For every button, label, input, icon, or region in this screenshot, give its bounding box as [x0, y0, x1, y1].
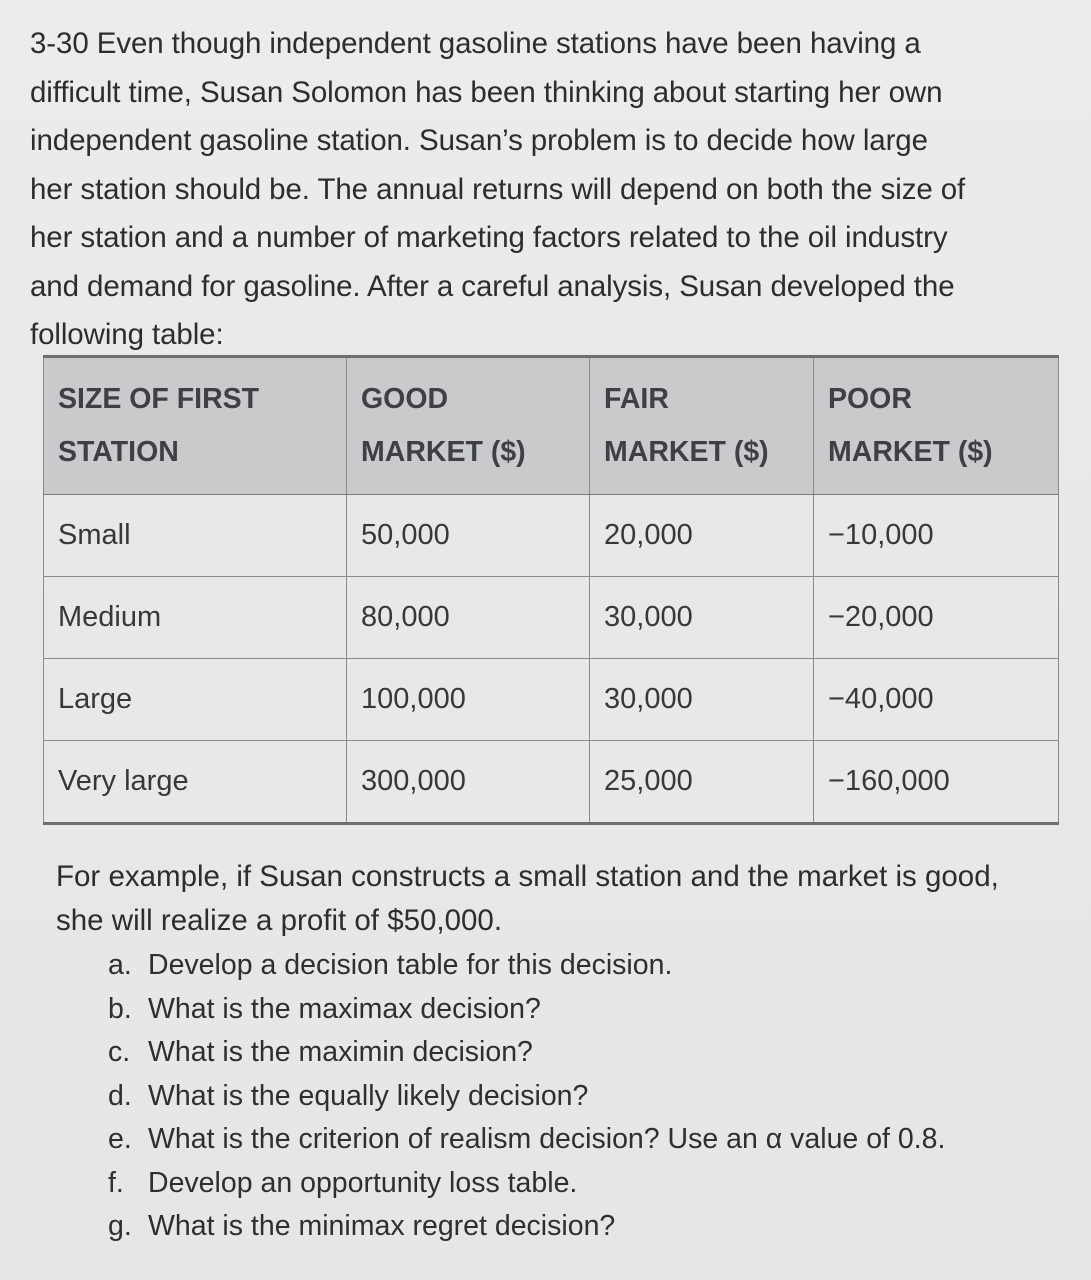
- fair-market-cell: 30,000: [590, 659, 814, 741]
- intro-line: following table:: [30, 318, 224, 351]
- poor-market-cell: −10,000: [814, 495, 1059, 577]
- question-letter: d.: [108, 1079, 132, 1112]
- question-item: [108, 1031, 1068, 1075]
- intro-line: her station should be. The annual returns will depend on both the size of: [30, 172, 966, 206]
- question-text: What is the maximax decision?: [148, 992, 541, 1025]
- question-text: What is the criterion of realism decision? Use an α value of 0.8.: [148, 1123, 946, 1155]
- question-text: What is the equally likely decision?: [148, 1079, 589, 1112]
- poor-market-cell: −40,000: [814, 659, 1059, 741]
- station-size-cell: Medium: [44, 577, 347, 659]
- intro-line: her station and a number of marketing factors related to the oil industry: [30, 221, 948, 254]
- intro-line: and demand for gasoline. After a careful analysis, Susan developed the: [30, 269, 955, 303]
- problem-intro: [30, 20, 1070, 360]
- good-market-cell: 100,000: [347, 659, 590, 741]
- question-text: Develop a decision table for this decision.: [148, 949, 673, 981]
- station-size-cell: Small: [44, 495, 347, 577]
- header-line: MARKET ($): [361, 436, 526, 468]
- header-poor-market: [814, 357, 1059, 495]
- header-line: MARKET ($): [828, 436, 993, 468]
- fair-market-cell: 20,000: [590, 495, 814, 577]
- header-size-of-first-station: [44, 357, 347, 495]
- example-line: For example, if Susan constructs a small station and the market is good,: [56, 860, 999, 893]
- table-row: [44, 495, 1059, 577]
- good-market-cell: 50,000: [347, 495, 590, 577]
- fair-market-cell: 25,000: [590, 741, 814, 824]
- header-fair-market: [590, 357, 814, 495]
- good-market-cell: 80,000: [347, 577, 590, 659]
- poor-market-cell: −20,000: [814, 577, 1059, 659]
- question-letter: g.: [108, 1210, 132, 1242]
- question-item: [108, 1075, 1068, 1119]
- header-good-market: [347, 357, 590, 495]
- poor-market-cell: −160,000: [814, 741, 1059, 824]
- intro-line: independent gasoline station. Susan’s problem is to decide how large: [30, 124, 928, 157]
- question-letter: f.: [108, 1166, 124, 1199]
- question-item: [108, 1118, 1068, 1162]
- question-item: [108, 1205, 1068, 1249]
- table-row: [44, 577, 1059, 659]
- table-row: [44, 741, 1059, 824]
- intro-line: 3-30 Even though independent gasoline stations have been having a: [30, 27, 921, 60]
- header-line: GOOD: [361, 383, 449, 415]
- header-line: FAIR: [604, 383, 669, 415]
- station-size-cell: Very large: [44, 741, 347, 824]
- payoff-table: [43, 355, 1059, 825]
- fair-market-cell: 30,000: [590, 577, 814, 659]
- question-item: [108, 988, 1068, 1032]
- question-text: What is the maximin decision?: [148, 1036, 533, 1068]
- example-paragraph: [56, 855, 1066, 943]
- header-line: MARKET ($): [604, 436, 769, 468]
- intro-line: difficult time, Susan Solomon has been thinking about starting her own: [30, 75, 943, 109]
- question-item: [108, 944, 1068, 988]
- header-line: STATION: [58, 436, 179, 468]
- question-letter: a.: [108, 949, 132, 981]
- header-line: SIZE OF FIRST: [58, 383, 260, 415]
- question-list: [108, 944, 1068, 1249]
- header-line: POOR: [828, 383, 912, 415]
- question-text: What is the minimax regret decision?: [148, 1210, 616, 1242]
- station-size-cell: Large: [44, 659, 347, 741]
- question-text: Develop an opportunity loss table.: [148, 1166, 578, 1199]
- table-header-row: [44, 357, 1059, 495]
- question-letter: e.: [108, 1123, 132, 1155]
- table-row: [44, 659, 1059, 741]
- question-item: [108, 1162, 1068, 1206]
- question-letter: b.: [108, 992, 132, 1025]
- good-market-cell: 300,000: [347, 741, 590, 824]
- payoff-table-container: [43, 355, 1058, 825]
- question-letter: c.: [108, 1036, 131, 1068]
- example-line: she will realize a profit of $50,000.: [56, 904, 503, 937]
